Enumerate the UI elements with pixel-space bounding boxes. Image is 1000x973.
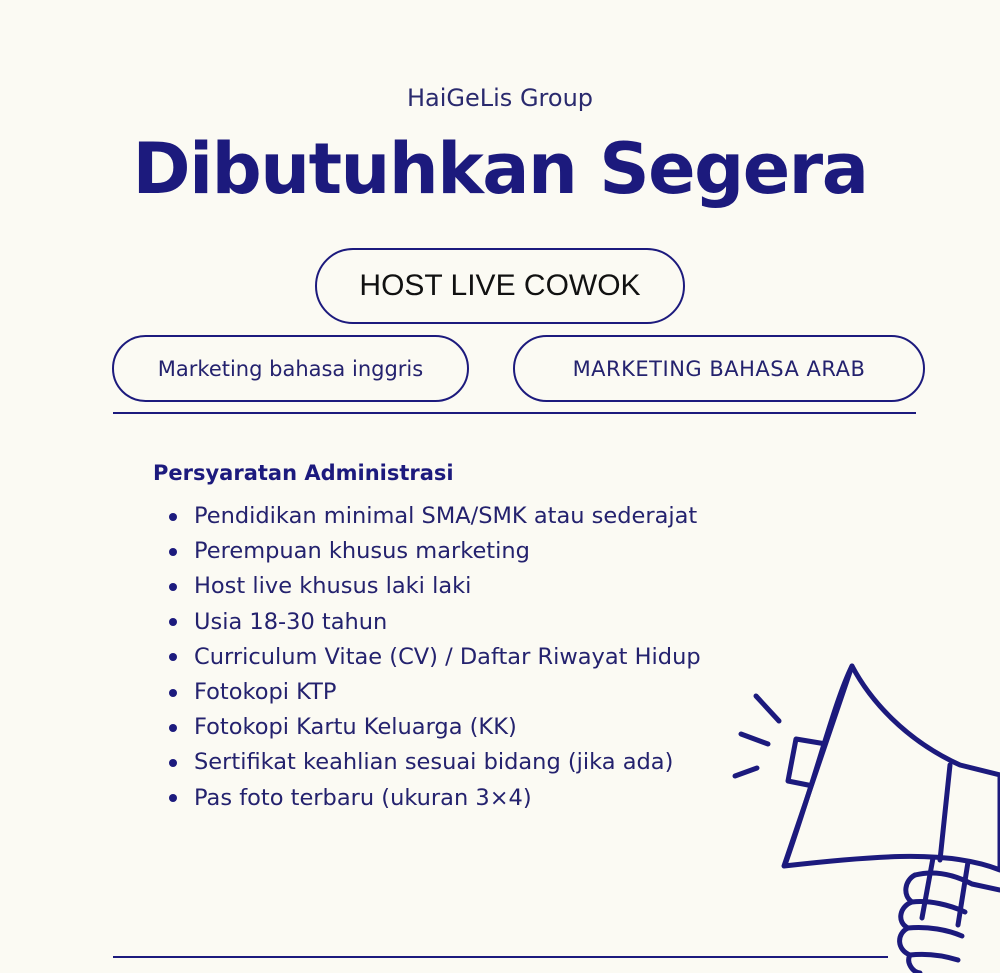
organization-name: HaiGeLis Group xyxy=(406,84,594,112)
position-pill-marketing-english: Marketing bahasa inggris xyxy=(112,335,469,402)
requirement-text: Usia 18-30 tahun xyxy=(194,608,388,635)
position-pill-marketing-arabic: MARKETING BAHASA ARAB xyxy=(513,335,925,402)
position-pill-host-live: HOST LIVE COWOK xyxy=(315,248,685,324)
bullet-icon xyxy=(169,548,177,556)
bullet-icon xyxy=(169,618,177,626)
bullet-icon xyxy=(169,513,177,521)
requirement-text: Pas foto terbaru (ukuran 3×4) xyxy=(194,784,532,811)
requirement-text: Sertifikat keahlian sesuai bidang (jika ada) xyxy=(194,749,674,776)
list-item xyxy=(169,605,701,640)
bullet-icon xyxy=(169,759,177,767)
requirement-text: Fotokopi KTP xyxy=(194,678,337,705)
list-item xyxy=(169,640,701,675)
requirement-text: Perempuan khusus marketing xyxy=(194,538,530,565)
list-item xyxy=(169,499,701,534)
list-item xyxy=(169,534,701,569)
requirements-heading: Persyaratan Administrasi xyxy=(153,461,454,485)
requirement-text: Pendidikan minimal SMA/SMK atau sederajat xyxy=(194,503,698,529)
megaphone-icon xyxy=(700,650,1000,973)
headline: Dibutuhkan Segera xyxy=(132,128,868,210)
divider-bottom xyxy=(113,956,888,958)
divider-top xyxy=(113,412,916,414)
bullet-icon xyxy=(169,689,177,697)
bullet-icon xyxy=(169,583,177,591)
list-item xyxy=(169,710,701,745)
requirement-text: Host live khusus laki laki xyxy=(194,573,472,600)
list-item xyxy=(169,781,701,816)
requirements-list xyxy=(169,499,701,816)
list-item xyxy=(169,569,701,604)
bullet-icon xyxy=(169,724,177,732)
bullet-icon xyxy=(169,653,177,661)
bullet-icon xyxy=(169,794,177,802)
requirement-text: Curriculum Vitae (CV) / Daftar Riwayat Hidup xyxy=(194,643,701,670)
list-item xyxy=(169,745,701,780)
requirement-text: Fotokopi Kartu Keluarga (KK) xyxy=(194,714,517,741)
list-item xyxy=(169,675,701,710)
